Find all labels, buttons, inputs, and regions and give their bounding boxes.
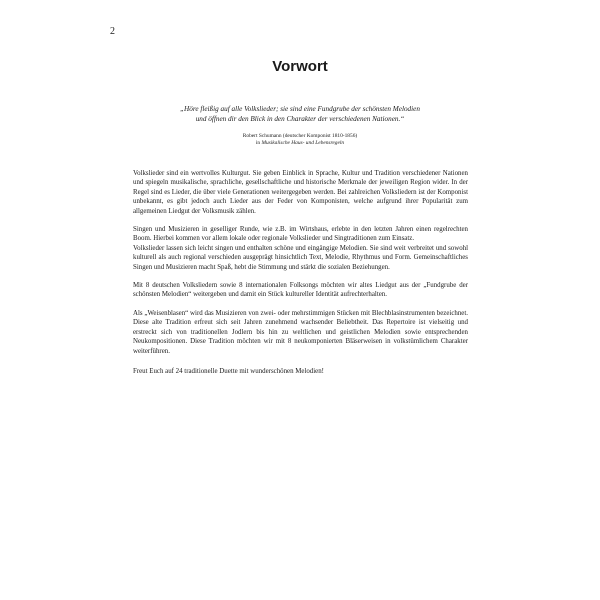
closing-line: Freut Euch auf 24 traditionelle Duette mit wunderschönen Melodien!	[133, 367, 324, 375]
paragraph-collection: Mit 8 deutschen Volksliedern sowie 8 internationalen Folksongs möchten wir altes Liedgut aus der „Fundgrube der schönsten Melodien“ weitergeben und damit ein Stück kultureller Identität aufrechterhalten.	[133, 282, 468, 299]
paragraph-singing: Singen und Musizieren in geselliger Runde, wie z.B. im Wirtshaus, erlebte in den letzten Jahren einen regelrechten Boom. Hierbei kommen vor allem lokale oder regionale Volkslieder und Singtraditionen zum Einsatz.	[133, 226, 468, 243]
page-title: Vorwort	[272, 58, 328, 75]
page-number: 2	[110, 26, 115, 37]
attribution-author: Robert Schumann (deutscher Komponist 1810-1856)	[242, 133, 358, 139]
attribution-source-prefix: in	[255, 140, 261, 146]
epigraph-quote	[140, 104, 460, 124]
paragraph-weisenblasen: Als „Weisenblasen“ wird das Musizieren von zwei- oder mehrstimmigen Stücken mit Blechblasinstrumenten bezeichnet. Diese alte Tradition erfreut sich seit Jahren zunehmend wachsender Beliebtheit. Das Repertoire ist vielseitig und erstreckt sich von traditionellen Jodlern bis hin zu weltlichen und geistlichen Melodien sowie entsprechenden Neukompositionen. Diese Tradition möchten wir mit 8 neukomponierten Bläserweisen in volkstümlichem Charakter weiterführen.	[133, 309, 468, 355]
body-text	[133, 169, 468, 385]
paragraph-intro: Volkslieder sind ein wertvolles Kulturgut. Sie geben Einblick in Sprache, Kultur und Tradition verschiedener Nationen und spiegeln musikalische, sprachliche, gesellschaftliche und historische Merkmale der jeweiligen Region wider. In der Regel sind es Lieder, die über viele Generationen weitergegeben werden. Bei zahlreichen Volksliedern ist der Komponist unbekannt, es gibt jedoch auch Lieder aus der Feder von Komponisten, welche aufgrund ihrer Popularität zum allgemeinen Liedgut der Volksmusik zählen.	[133, 170, 468, 215]
quote-attribution	[140, 133, 460, 147]
attribution-source: Musikalische Haus- und Lebensregeln	[261, 140, 345, 146]
paragraph-folksongs: Volkslieder lassen sich leicht singen und enthalten schöne und eingängige Melodien. Sie sind weit verbreitet und sowohl kulturell als auch regional verschieden ausgeprägt hinsichtlich Text, Melodie, Rhythmus und Form. Gemeinschaftliches Singen und Musizieren macht Spaß, hebt die Stimmung und stärkt die sozialen Beziehungen.	[133, 244, 468, 271]
attribution-source-line	[140, 140, 460, 147]
quote-line-2: und öffnen dir den Blick in den Charakter der verschiedenen Nationen.“	[195, 115, 405, 123]
quote-line-1: „Höre fleißig auf alle Volkslieder; sie sind eine Fundgrube der schönsten Melodien	[180, 105, 420, 113]
